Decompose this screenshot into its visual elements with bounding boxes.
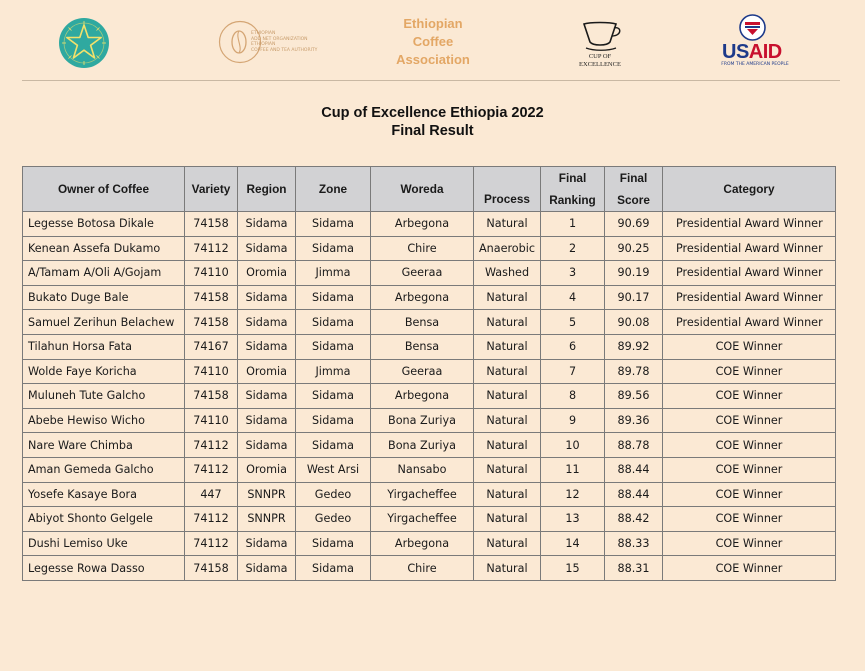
region-cell: Sidama	[238, 285, 296, 310]
ranking-cell: 4	[541, 285, 605, 310]
region-cell: Sidama	[238, 384, 296, 409]
table-row	[23, 359, 836, 384]
region-cell: Oromia	[238, 261, 296, 286]
variety-cell: 74112	[185, 236, 238, 261]
table-row	[23, 457, 836, 482]
variety-cell: 74158	[185, 285, 238, 310]
score-cell: 90.69	[605, 212, 663, 237]
table-header-row	[23, 167, 836, 212]
zone-cell: Sidama	[296, 556, 371, 581]
region-cell: Sidama	[238, 433, 296, 458]
zone-cell: Sidama	[296, 408, 371, 433]
table-row	[23, 433, 836, 458]
owner-cell: Legesse Botosa Dikale	[23, 212, 185, 237]
owner-cell: Legesse Rowa Dasso	[23, 556, 185, 581]
score-cell: 88.42	[605, 507, 663, 532]
score-cell: 89.92	[605, 334, 663, 359]
process-cell: Natural	[474, 433, 541, 458]
score-cell: 89.56	[605, 384, 663, 409]
variety-cell: 74112	[185, 531, 238, 556]
header-process: Process	[474, 167, 541, 212]
woreda-cell: Bensa	[371, 334, 474, 359]
owner-cell: Muluneh Tute Galcho	[23, 384, 185, 409]
process-cell: Natural	[474, 212, 541, 237]
owner-cell: Nare Ware Chimba	[23, 433, 185, 458]
owner-cell: Tilahun Horsa Fata	[23, 334, 185, 359]
region-cell: Sidama	[238, 556, 296, 581]
category-cell: Presidential Award Winner	[663, 212, 836, 237]
header-category: Category	[663, 167, 836, 212]
zone-cell: Sidama	[296, 433, 371, 458]
variety-cell: 74158	[185, 384, 238, 409]
star-emblem-icon	[58, 17, 110, 69]
woreda-cell: Bona Zuriya	[371, 408, 474, 433]
region-cell: Sidama	[238, 334, 296, 359]
region-cell: Sidama	[238, 310, 296, 335]
score-cell: 88.78	[605, 433, 663, 458]
zone-cell: Gedeo	[296, 482, 371, 507]
title-line-2: Final Result	[391, 123, 474, 139]
variety-cell: 74112	[185, 457, 238, 482]
table-row	[23, 507, 836, 532]
page-title	[0, 104, 865, 140]
region-cell: Sidama	[238, 408, 296, 433]
woreda-cell: Arbegona	[371, 285, 474, 310]
process-cell: Natural	[474, 285, 541, 310]
process-cell: Natural	[474, 507, 541, 532]
woreda-cell: Nansabo	[371, 457, 474, 482]
woreda-cell: Arbegona	[371, 212, 474, 237]
coffee-tea-authority-logo	[218, 20, 328, 66]
process-cell: Natural	[474, 556, 541, 581]
owner-cell: Wolde Faye Koricha	[23, 359, 185, 384]
owner-cell: Dushi Lemiso Uke	[23, 531, 185, 556]
coe-wordmark: CUP OF EXCELLENCE	[579, 53, 621, 68]
results-body	[23, 212, 836, 581]
ranking-cell: 12	[541, 482, 605, 507]
region-cell: Oromia	[238, 457, 296, 482]
process-cell: Washed	[474, 261, 541, 286]
zone-cell: Sidama	[296, 334, 371, 359]
category-cell: COE Winner	[663, 507, 836, 532]
region-cell: Sidama	[238, 236, 296, 261]
cup-of-excellence-logo	[570, 18, 630, 70]
ranking-cell: 13	[541, 507, 605, 532]
zone-cell: Sidama	[296, 285, 371, 310]
owner-cell: Abebe Hewiso Wicho	[23, 408, 185, 433]
header-ranking: Final Ranking	[541, 167, 605, 212]
region-cell: Sidama	[238, 212, 296, 237]
usaid-seal-icon	[739, 14, 766, 41]
header-owner: Owner of Coffee	[23, 167, 185, 212]
category-cell: COE Winner	[663, 433, 836, 458]
header-divider	[22, 80, 840, 81]
table-row	[23, 212, 836, 237]
ranking-cell: 10	[541, 433, 605, 458]
owner-cell: Kenean Assefa Dukamo	[23, 236, 185, 261]
ranking-cell: 9	[541, 408, 605, 433]
category-cell: COE Winner	[663, 457, 836, 482]
score-cell: 89.36	[605, 408, 663, 433]
header-variety: Variety	[185, 167, 238, 212]
ranking-cell: 7	[541, 359, 605, 384]
zone-cell: Sidama	[296, 212, 371, 237]
header-woreda: Woreda	[371, 167, 474, 212]
category-cell: COE Winner	[663, 359, 836, 384]
header-zone: Zone	[296, 167, 371, 212]
score-cell: 90.19	[605, 261, 663, 286]
ranking-cell: 3	[541, 261, 605, 286]
woreda-cell: Geeraa	[371, 359, 474, 384]
process-cell: Anaerobic	[474, 236, 541, 261]
category-cell: COE Winner	[663, 556, 836, 581]
process-cell: Natural	[474, 359, 541, 384]
score-cell: 88.44	[605, 482, 663, 507]
ranking-cell: 2	[541, 236, 605, 261]
process-cell: Natural	[474, 384, 541, 409]
woreda-cell: Yirgacheffee	[371, 507, 474, 532]
score-cell: 90.25	[605, 236, 663, 261]
title-line-1: Cup of Excellence Ethiopia 2022	[321, 105, 544, 121]
zone-cell: Jimma	[296, 359, 371, 384]
owner-cell: Samuel Zerihun Belachew	[23, 310, 185, 335]
variety-cell: 74158	[185, 310, 238, 335]
category-cell: Presidential Award Winner	[663, 285, 836, 310]
category-cell: Presidential Award Winner	[663, 310, 836, 335]
category-cell: COE Winner	[663, 334, 836, 359]
results-table	[22, 166, 836, 581]
owner-cell: Bukato Duge Bale	[23, 285, 185, 310]
ranking-cell: 6	[541, 334, 605, 359]
table-row	[23, 556, 836, 581]
table-row	[23, 310, 836, 335]
woreda-cell: Bensa	[371, 310, 474, 335]
table-row	[23, 482, 836, 507]
score-cell: 90.17	[605, 285, 663, 310]
zone-cell: Gedeo	[296, 507, 371, 532]
zone-cell: Jimma	[296, 261, 371, 286]
category-cell: COE Winner	[663, 384, 836, 409]
woreda-cell: Bona Zuriya	[371, 433, 474, 458]
process-cell: Natural	[474, 457, 541, 482]
score-cell: 90.08	[605, 310, 663, 335]
ranking-cell: 15	[541, 556, 605, 581]
variety-cell: 447	[185, 482, 238, 507]
ranking-cell: 14	[541, 531, 605, 556]
usaid-tagline: FROM THE AMERICAN PEOPLE	[721, 62, 789, 67]
variety-cell: 74158	[185, 556, 238, 581]
owner-cell: Yosefe Kasaye Bora	[23, 482, 185, 507]
zone-cell: West Arsi	[296, 457, 371, 482]
woreda-cell: Arbegona	[371, 384, 474, 409]
variety-cell: 74110	[185, 408, 238, 433]
score-cell: 88.44	[605, 457, 663, 482]
category-cell: COE Winner	[663, 408, 836, 433]
woreda-cell: Arbegona	[371, 531, 474, 556]
variety-cell: 74158	[185, 212, 238, 237]
process-cell: Natural	[474, 408, 541, 433]
ethiopia-emblem-logo	[58, 17, 110, 69]
owner-cell: A/Tamam A/Oli A/Gojam	[23, 261, 185, 286]
zone-cell: Sidama	[296, 236, 371, 261]
process-cell: Natural	[474, 334, 541, 359]
variety-cell: 74110	[185, 261, 238, 286]
authority-name-text: ETHIOPIAN ADD NET ORGANIZATION ETHIOPIAN COFFEE AND TEA AUTHORITY	[251, 31, 318, 53]
table-row	[23, 285, 836, 310]
variety-cell: 74112	[185, 507, 238, 532]
logo-bar	[0, 0, 865, 80]
usaid-wordmark: USAID	[722, 41, 782, 63]
coffee-cup-icon	[570, 18, 630, 52]
woreda-cell: Geeraa	[371, 261, 474, 286]
region-cell: Sidama	[238, 531, 296, 556]
woreda-cell: Chire	[371, 556, 474, 581]
region-cell: Oromia	[238, 359, 296, 384]
owner-cell: Aman Gemeda Galcho	[23, 457, 185, 482]
process-cell: Natural	[474, 531, 541, 556]
score-cell: 89.78	[605, 359, 663, 384]
zone-cell: Sidama	[296, 384, 371, 409]
zone-cell: Sidama	[296, 531, 371, 556]
usaid-logo	[718, 14, 790, 70]
category-cell: COE Winner	[663, 531, 836, 556]
variety-cell: 74110	[185, 359, 238, 384]
table-row	[23, 408, 836, 433]
coffee-association-logo: Ethiopian Coffee Association	[396, 16, 470, 67]
header-region: Region	[238, 167, 296, 212]
ranking-cell: 11	[541, 457, 605, 482]
ranking-cell: 5	[541, 310, 605, 335]
process-cell: Natural	[474, 482, 541, 507]
ranking-cell: 1	[541, 212, 605, 237]
score-cell: 88.33	[605, 531, 663, 556]
category-cell: Presidential Award Winner	[663, 236, 836, 261]
header-score: Final Score	[605, 167, 663, 212]
category-cell: Presidential Award Winner	[663, 261, 836, 286]
table-row	[23, 261, 836, 286]
owner-cell: Abiyot Shonto Gelgele	[23, 507, 185, 532]
woreda-cell: Chire	[371, 236, 474, 261]
table-row	[23, 384, 836, 409]
region-cell: SNNPR	[238, 507, 296, 532]
process-cell: Natural	[474, 310, 541, 335]
variety-cell: 74112	[185, 433, 238, 458]
table-row	[23, 334, 836, 359]
zone-cell: Sidama	[296, 310, 371, 335]
score-cell: 88.31	[605, 556, 663, 581]
region-cell: SNNPR	[238, 482, 296, 507]
ranking-cell: 8	[541, 384, 605, 409]
table-row	[23, 531, 836, 556]
woreda-cell: Yirgacheffee	[371, 482, 474, 507]
variety-cell: 74167	[185, 334, 238, 359]
category-cell: COE Winner	[663, 482, 836, 507]
table-row	[23, 236, 836, 261]
